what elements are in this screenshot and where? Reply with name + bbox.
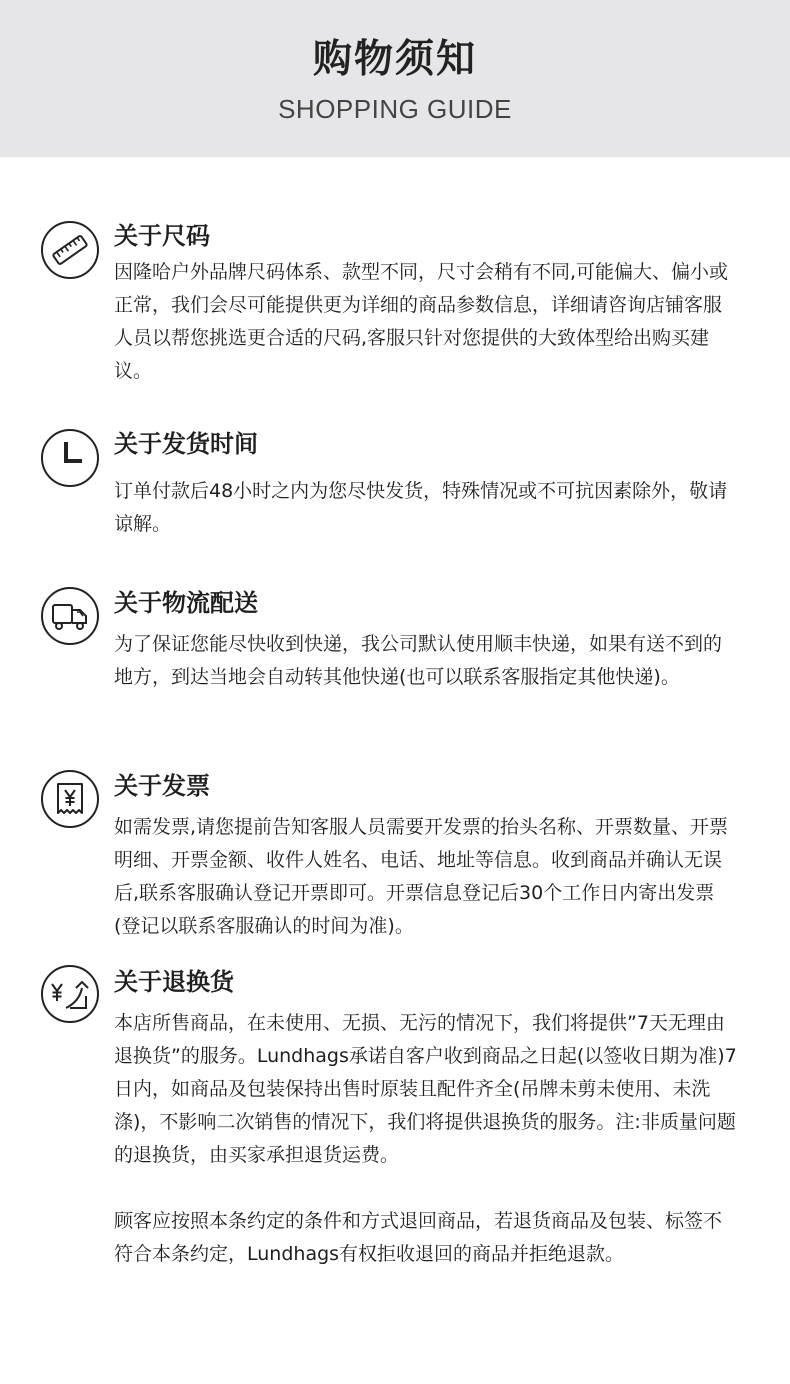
section-paragraph: 为了保证您能尽快收到快递，我公司默认使用顺丰快递，如果有送不到的地方，到达当地会自动转其他快递(也可以联系客服指定其他快递)。 [114, 633, 723, 688]
clock-icon [40, 428, 100, 488]
page-subtitle: SHOPPING GUIDE [278, 94, 512, 124]
section-body [114, 628, 739, 694]
section-title: 关于发票 [114, 772, 210, 800]
page-title: 购物须知 [312, 37, 477, 82]
header-banner [0, 0, 790, 157]
section-title: 关于退换货 [114, 968, 234, 996]
section-body [114, 811, 739, 943]
section-paragraph: 因隆哈户外品牌尺码体系、款型不同，尺寸会稍有不同,可能偏大、偏小或正常，我们会尽可能提供更为详细的商品参数信息，详细请咨询店铺客服人员以帮您挑选更合适的尺码,客服只针对您提供的大致体型给出购买建议。 [114, 261, 729, 382]
section-body [114, 475, 739, 541]
section-paragraph: 顾客应按照本条约定的条件和方式退回商品，若退货商品及包装、标签不符合本条约定，Lundhags有权拒收退回的商品并拒绝退款。 [114, 1210, 723, 1265]
section-paragraph: 本店所售商品，在未使用、无损、无污的情况下，我们将提供”7天无理由退换货”的服务。Lundhags承诺自客户收到商品之日起(以签收日期为准)7日内，如商品及包装保持出售时原装且配件齐全(吊牌未剪未使用、未洗涤)，不影响二次销售的情况下，我们将提供退换货的服务。注:非质量问题的退换货，由买家承担退货运费。 [114, 1012, 737, 1166]
ruler-icon [40, 220, 100, 280]
section-title: 关于物流配送 [114, 589, 258, 617]
invoice-receipt-icon [40, 769, 100, 829]
section-title: 关于发货时间 [114, 430, 258, 458]
section-body [114, 1007, 739, 1271]
section-paragraph: 订单付款后48小时之内为您尽快发货，特殊情况或不可抗因素除外，敬请谅解。 [114, 480, 728, 535]
section-title: 关于尺码 [114, 222, 210, 250]
delivery-truck-icon [40, 586, 100, 646]
section-body [114, 256, 739, 388]
refund-return-icon [40, 964, 100, 1024]
section-paragraph: 如需发票,请您提前告知客服人员需要开发票的抬头名称、开票数量、开票明细、开票金额、收件人姓名、电话、地址等信息。收到商品并确认无误后,联系客服确认登记开票即可。开票信息登记后30个工作日内寄出发票(登记以联系客服确认的时间为准)。 [114, 816, 729, 937]
